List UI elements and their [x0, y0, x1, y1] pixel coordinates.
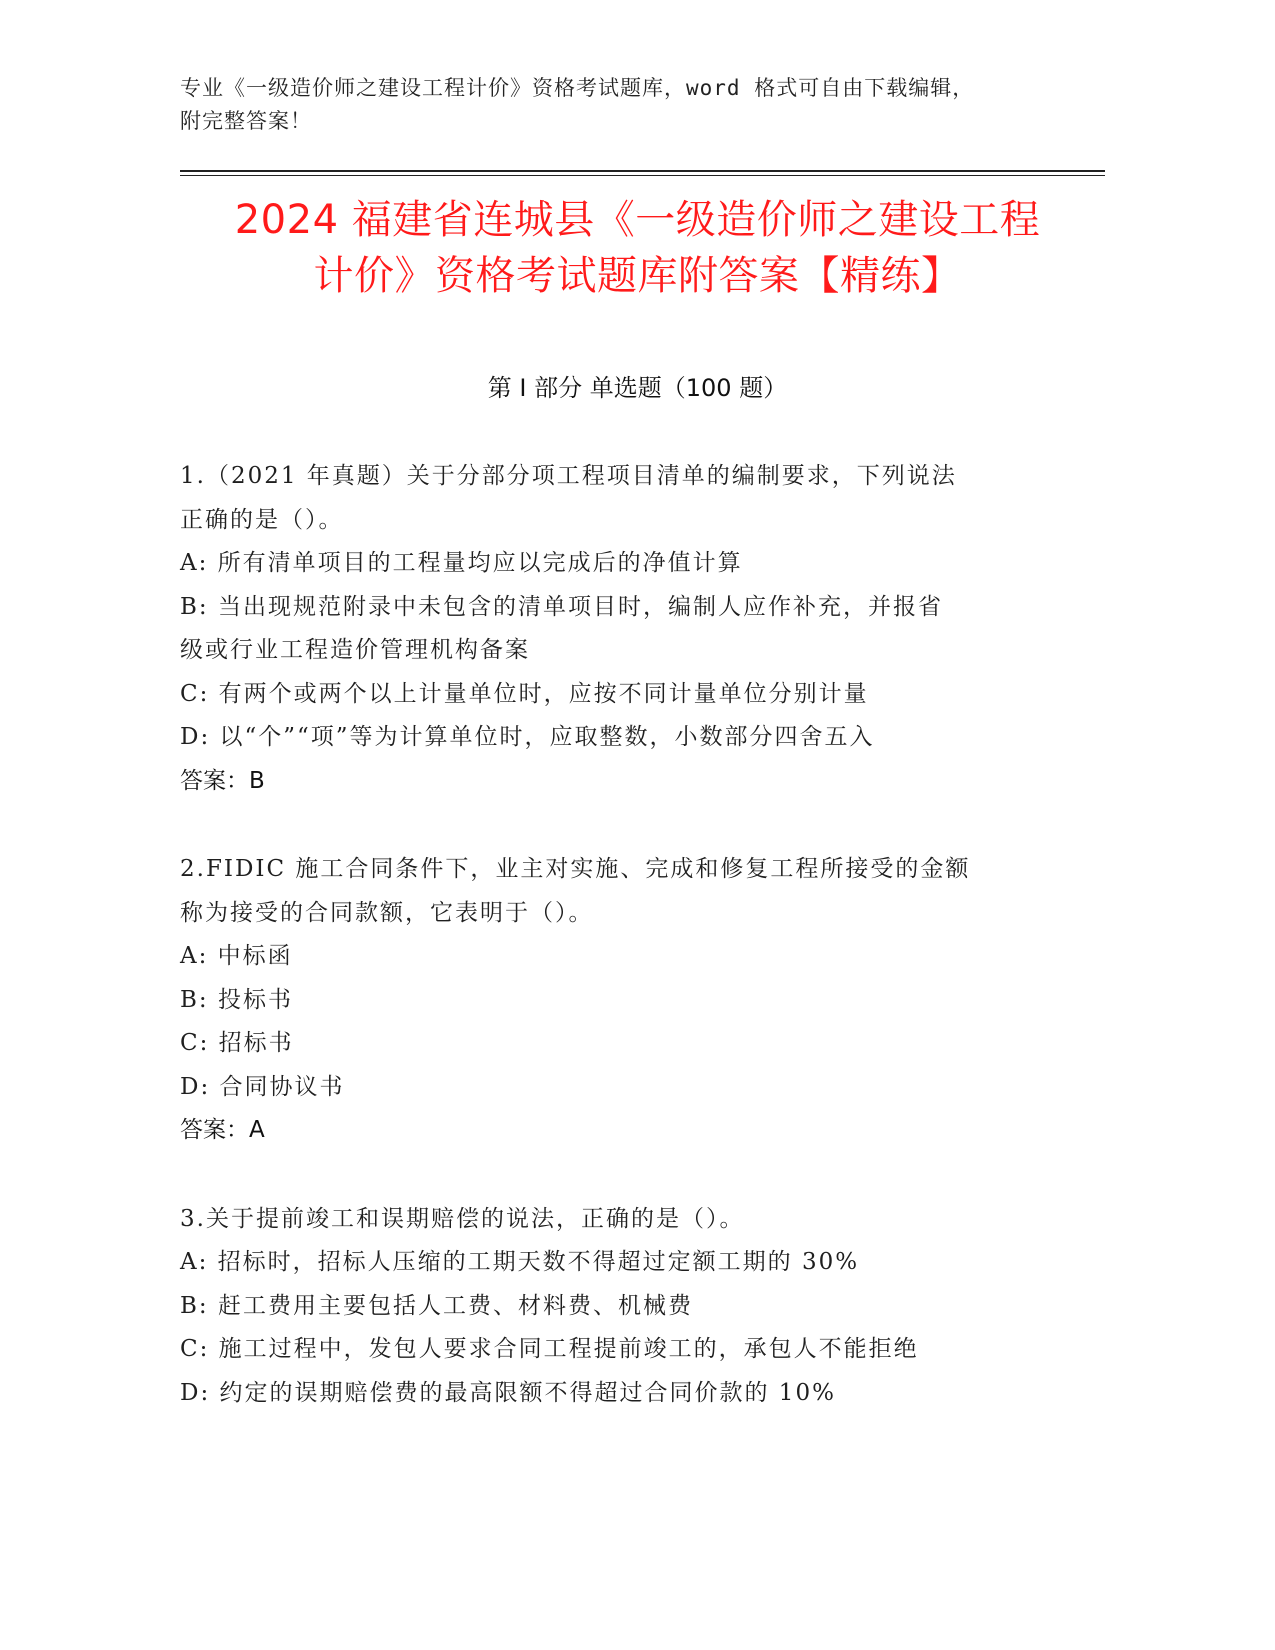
option-a: A: 所有清单项目的工程量均应以完成后的净值计算	[180, 550, 743, 576]
option-b: B: 当出现规范附录中未包含的清单项目时，编制人应作补充，并报省	[180, 593, 943, 620]
document-title-line-1: 2024 福建省连城县《一级造价师之建设工程	[234, 197, 1041, 243]
option-b-continued: 级或行业工程造价管理机构备案	[180, 637, 530, 663]
header-note-line-1: 专业《一级造价师之建设工程计价》资格考试题库，word 格式可自由下载编辑，	[180, 76, 975, 100]
section-title: 第 I 部分 单选题（100 题）	[487, 374, 788, 402]
option-d: D: 约定的误期赔偿费的最高限额不得超过合同价款的 10%	[180, 1379, 836, 1406]
question-stem-line: 3.关于提前竣工和误期赔偿的说法，正确的是（）。	[180, 1205, 745, 1232]
answer-label: 答案：B	[180, 767, 265, 794]
option-b: B: 投标书	[180, 986, 293, 1013]
question-stem-line: 称为接受的合同款额，它表明于（）。	[180, 899, 594, 926]
document-title	[150, 192, 1125, 304]
document-title-line-2: 计价》资格考试题库附答案【精练】	[313, 253, 962, 299]
header-note-line-2: 附完整答案！	[180, 109, 312, 133]
question-stem-line: 2.FIDIC 施工合同条件下，业主对实施、完成和修复工程所接受的金额	[180, 856, 971, 882]
option-c: C: 施工过程中，发包人要求合同工程提前竣工的，承包人不能拒绝	[180, 1336, 919, 1362]
header-note	[180, 72, 1060, 138]
option-d: D: 以“个”“项”等为计算单位时，应取整数，小数部分四舍五入	[180, 724, 875, 750]
option-c: C: 招标书	[180, 1030, 294, 1056]
answer-label: 答案：A	[180, 1117, 265, 1143]
option-c: C: 有两个或两个以上计量单位时，应按不同计量单位分别计量	[180, 680, 869, 707]
option-d: D: 合同协议书	[180, 1073, 345, 1100]
option-b: B: 赶工费用主要包括人工费、材料费、机械费	[180, 1292, 693, 1319]
question-3	[180, 1198, 1080, 1416]
question-1	[180, 455, 1080, 803]
question-stem-line: 1.（2021 年真题）关于分部分项工程项目清单的编制要求，下列说法	[180, 463, 957, 489]
question-list	[180, 455, 1080, 1460]
question-stem-line: 正确的是（）。	[180, 506, 344, 533]
question-2	[180, 848, 1080, 1153]
option-a: A: 中标函	[180, 943, 293, 969]
header-divider	[180, 170, 1105, 176]
option-a: A: 招标时，招标人压缩的工期天数不得超过定额工期的 30%	[180, 1249, 860, 1275]
